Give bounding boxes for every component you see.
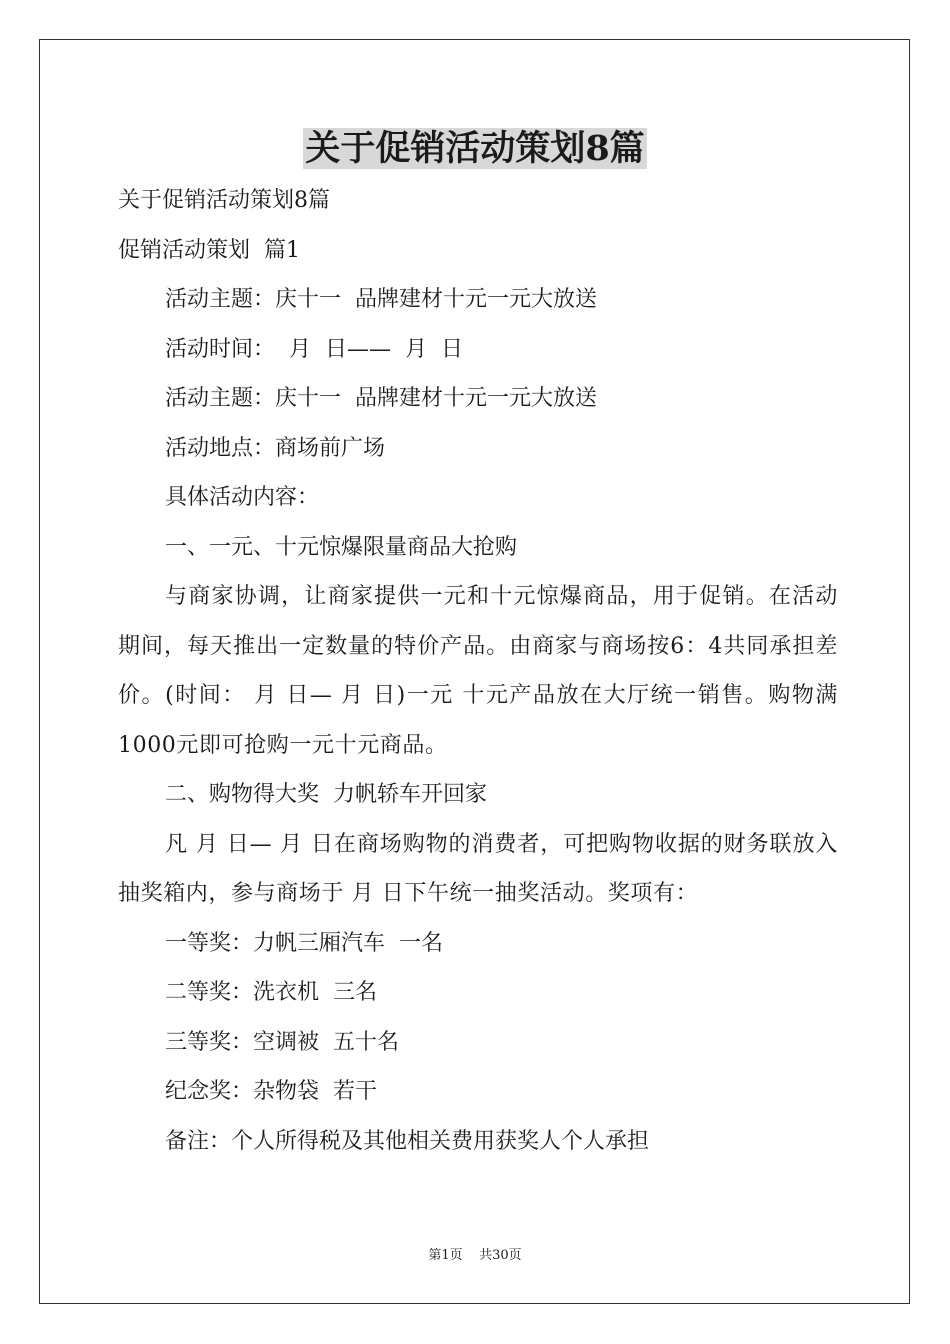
note-line: 备注：个人所得税及其他相关费用获奖人个人承担 — [165, 1128, 650, 1154]
item-1-body: 与商家协调，让商家提供一元和十元惊爆商品，用于促销。在活动期间，每天推出一定数量的特价产品。由商家与商场按6：4共同承担差价。(时间： 月 日— 月 日)一元 十元产品放在大厅统一销售。购物满1000元即可抢购一元十元商品。 — [118, 584, 838, 758]
theme-line-2: 活动主题：庆十一 品牌建材十元一元大放送 — [165, 386, 597, 411]
prize-line-1: 一等奖：力帆三厢汽车 一名 — [165, 930, 443, 956]
subtitle-line: 关于促销活动策划8篇 — [118, 188, 330, 213]
theme-line-1: 活动主题：庆十一 品牌建材十元一元大放送 — [165, 287, 597, 312]
item-2-heading: 二、购物得大奖 力帆轿车开回家 — [165, 782, 487, 807]
document-body — [118, 176, 838, 1166]
time-line: 活动时间： 月 日—— 月 日 — [165, 336, 463, 362]
page-footer — [0, 1247, 950, 1265]
page-number: 第1页 共30页 — [428, 1248, 522, 1263]
prize-line-2: 二等奖：洗衣机 三名 — [165, 980, 377, 1005]
section-heading: 促销活动策划 篇1 — [118, 237, 300, 263]
prize-line-4: 纪念奖：杂物袋 若干 — [165, 1079, 377, 1104]
item-2-body: 凡 月 日— 月 日在商场购物的消费者，可把购物收据的财务联放入抽奖箱内，参与商场于 月 日下午统一抽奖活动。奖项有： — [118, 831, 838, 906]
content-heading: 具体活动内容： — [165, 485, 320, 510]
place-line: 活动地点：商场前广场 — [165, 435, 386, 461]
document-title — [0, 127, 950, 171]
document-title-text: 关于促销活动策划8篇 — [305, 128, 645, 169]
prize-line-3: 三等奖：空调被 五十名 — [165, 1029, 399, 1055]
item-1-heading: 一、一元、十元惊爆限量商品大抢购 — [165, 534, 518, 560]
